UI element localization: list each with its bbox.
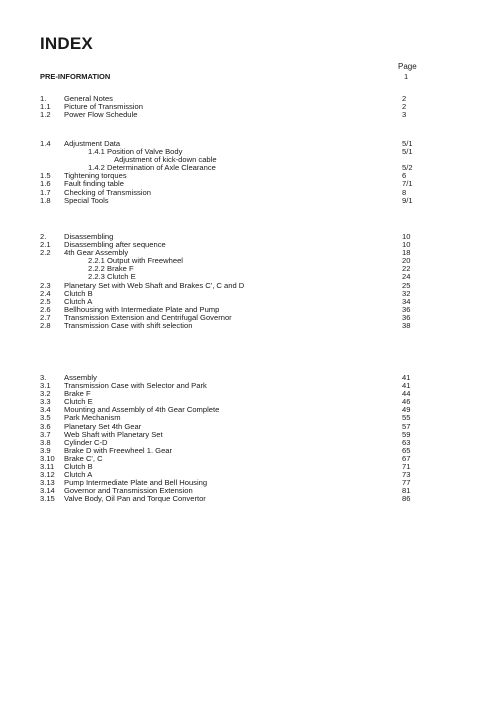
toc-page-number: 9/1 bbox=[402, 195, 413, 205]
toc-page-number: 38 bbox=[402, 321, 411, 331]
toc-group bbox=[40, 374, 420, 504]
toc-entry-title: Mounting and Assembly of 4th Gear Complete bbox=[64, 405, 220, 415]
toc-section-number: 3.14 bbox=[40, 486, 55, 496]
toc-section-number: 3.5 bbox=[40, 413, 51, 423]
toc-section-number: 1.4 bbox=[40, 139, 51, 148]
toc-entry-title: Brake D with Freewheel 1. Gear bbox=[64, 445, 173, 455]
toc-page-number: 77 bbox=[402, 478, 411, 488]
toc-section-number: 2.3 bbox=[40, 280, 51, 290]
toc-entry-title: Clutch B bbox=[64, 462, 93, 472]
toc-page-number: 6 bbox=[402, 171, 407, 181]
toc-section-number: 3.1 bbox=[40, 381, 51, 391]
toc-entry-title: Transmission Case with Selector and Park bbox=[64, 381, 207, 391]
toc-section-number: 3.9 bbox=[40, 445, 51, 455]
toc-page-number: 55 bbox=[402, 413, 411, 423]
toc-row bbox=[40, 455, 420, 463]
toc-row bbox=[40, 282, 420, 290]
toc-entry-title: Clutch A bbox=[64, 296, 93, 306]
toc-entry-title: General Notes bbox=[64, 94, 113, 103]
toc-section-number: 1.6 bbox=[40, 179, 51, 189]
toc-section-number: 2.7 bbox=[40, 312, 51, 322]
toc-section-number: 3.6 bbox=[40, 421, 51, 431]
toc-row bbox=[40, 390, 420, 398]
toc-page-number: 25 bbox=[402, 280, 411, 290]
toc-entry-title: 1.4.2 Determination of Axle Clearance bbox=[88, 163, 216, 173]
toc-section-number: 3.4 bbox=[40, 405, 51, 415]
toc-entry-title: Clutch A bbox=[64, 470, 93, 480]
toc-page-number: 22 bbox=[402, 264, 411, 274]
toc-row bbox=[40, 111, 420, 119]
toc-page-number: 36 bbox=[402, 304, 411, 314]
toc-section-number: 2.6 bbox=[40, 304, 51, 314]
toc-page-number: 18 bbox=[402, 248, 411, 258]
toc-section-number: 1.1 bbox=[40, 102, 51, 112]
toc-entry-title: Park Mechanism bbox=[64, 413, 121, 423]
pre-information-row bbox=[40, 72, 420, 82]
toc-entry-title: 4th Gear Assembly bbox=[64, 248, 129, 258]
toc-page-number: 8 bbox=[402, 187, 407, 197]
toc-entry-title: Valve Body, Oil Pan and Torque Convertor bbox=[64, 494, 206, 504]
toc-entry-title: Power Flow Schedule bbox=[64, 110, 138, 120]
toc-group bbox=[40, 95, 420, 119]
toc-page-number: 34 bbox=[402, 296, 411, 306]
toc-page-number: 24 bbox=[402, 272, 411, 282]
toc-page-number: 10 bbox=[402, 240, 411, 250]
toc-entry-title: Disassembling bbox=[64, 232, 114, 241]
toc-page-number: 2 bbox=[402, 94, 407, 103]
toc-row bbox=[40, 322, 420, 330]
toc-entry-title: Bellhousing with Intermediate Plate and Pump bbox=[64, 304, 220, 314]
toc-entry-title: Brake C', C bbox=[64, 453, 103, 463]
toc-page-number: 20 bbox=[402, 256, 411, 266]
toc-entry-title: Special Tools bbox=[64, 195, 109, 205]
toc-section-number: 3.10 bbox=[40, 453, 55, 463]
toc-section-number: 1.7 bbox=[40, 187, 51, 197]
toc-entry-title: Transmission Case with shift selection bbox=[64, 321, 193, 331]
pre-information-page: 1 bbox=[404, 72, 409, 81]
toc-page-number: 5/1 bbox=[402, 147, 413, 157]
toc-row bbox=[40, 290, 420, 298]
page-column-label: Page bbox=[398, 62, 417, 71]
toc-row bbox=[40, 382, 420, 390]
toc-page-number: 5/1 bbox=[402, 139, 413, 148]
toc-entry-title: Adjustment of kick-down cable bbox=[114, 155, 217, 165]
toc-section-number: 2.4 bbox=[40, 288, 51, 298]
pre-information-label: PRE-INFORMATION bbox=[40, 72, 111, 81]
toc-page-number: 41 bbox=[402, 381, 411, 391]
toc-section-number: 2.1 bbox=[40, 240, 51, 250]
toc-section-number: 3.3 bbox=[40, 397, 51, 407]
toc-section-number: 3.2 bbox=[40, 389, 51, 399]
toc-page-number: 59 bbox=[402, 429, 411, 439]
toc-entry-title: Transmission Extension and Centrifugal Governor bbox=[64, 312, 232, 322]
toc-section-number: 3.12 bbox=[40, 470, 55, 480]
toc-page-number: 32 bbox=[402, 288, 411, 298]
toc-row bbox=[40, 495, 420, 503]
toc-entry-title: Disassembling after sequence bbox=[64, 240, 166, 250]
toc-page-number: 67 bbox=[402, 453, 411, 463]
toc-section-number: 3. bbox=[40, 373, 47, 382]
toc-section-number: 3.13 bbox=[40, 478, 55, 488]
toc-group bbox=[40, 233, 420, 330]
toc-page-number: 46 bbox=[402, 397, 411, 407]
toc-page-number: 44 bbox=[402, 389, 411, 399]
toc-page-number: 65 bbox=[402, 445, 411, 455]
toc-row bbox=[40, 197, 420, 205]
toc-section-number: 3.7 bbox=[40, 429, 51, 439]
toc-entry-title: Web Shaft with Planetary Set bbox=[64, 429, 163, 439]
toc-section-number: 1.8 bbox=[40, 195, 51, 205]
toc-row bbox=[40, 148, 420, 156]
toc-entry-title: Clutch E bbox=[64, 397, 93, 407]
toc-entry-title: Planetary Set 4th Gear bbox=[64, 421, 142, 431]
page-title: INDEX bbox=[40, 34, 93, 53]
toc-page-number: 49 bbox=[402, 405, 411, 415]
toc-entry-title: 1.4.1 Position of Valve Body bbox=[88, 147, 183, 157]
toc-section-number: 2.8 bbox=[40, 321, 51, 331]
toc-entry-title: Tightening torques bbox=[64, 171, 127, 181]
toc-entry-title: Checking of Transmission bbox=[64, 187, 151, 197]
toc-entry-title: Clutch B bbox=[64, 288, 93, 298]
toc-page-number: 10 bbox=[402, 232, 411, 241]
toc-page-number: 41 bbox=[402, 373, 411, 382]
toc-section-number: 3.15 bbox=[40, 494, 55, 504]
toc-entry-title: Fault finding table bbox=[64, 179, 124, 189]
toc-entry-title: Brake F bbox=[64, 389, 91, 399]
toc-page-number: 2 bbox=[402, 102, 407, 112]
toc-page-number: 57 bbox=[402, 421, 411, 431]
toc-section-number: 3.8 bbox=[40, 437, 51, 447]
toc-entry-title: 2.2.2 Brake F bbox=[88, 264, 134, 274]
toc-page-number: 71 bbox=[402, 462, 411, 472]
toc-section-number: 2.2 bbox=[40, 248, 51, 258]
toc-entry-title: 2.2.1 Output with Freewheel bbox=[88, 256, 183, 266]
toc-section-number: 1. bbox=[40, 94, 47, 103]
toc-group bbox=[40, 140, 420, 205]
toc-page-number: 36 bbox=[402, 312, 411, 322]
toc-row bbox=[40, 463, 420, 471]
toc-page-number: 86 bbox=[402, 494, 411, 504]
toc-entry-title: Governor and Transmission Extension bbox=[64, 486, 193, 496]
toc-page-number: 3 bbox=[402, 110, 407, 120]
toc-section-number: 3.11 bbox=[40, 462, 55, 472]
toc-section-number: 1.2 bbox=[40, 110, 51, 120]
toc-section-number: 1.5 bbox=[40, 171, 51, 181]
toc-page-number: 81 bbox=[402, 486, 411, 496]
toc-page-number: 63 bbox=[402, 437, 411, 447]
toc-entry-title: Assembly bbox=[64, 373, 97, 382]
toc-entry-title: Adjustment Data bbox=[64, 139, 121, 148]
toc-entry-title: Picture of Transmission bbox=[64, 102, 143, 112]
toc-entry-title: Planetary Set with Web Shaft and Brakes C', C and D bbox=[64, 280, 245, 290]
toc-section-number: 2.5 bbox=[40, 296, 51, 306]
toc-page-number: 5/2 bbox=[402, 163, 413, 173]
toc-entry-title: Pump Intermediate Plate and Bell Housing bbox=[64, 478, 208, 488]
toc-entry-title: 2.2.3 Clutch E bbox=[88, 272, 136, 282]
toc-section-number: 2. bbox=[40, 232, 47, 241]
toc-page-number: 73 bbox=[402, 470, 411, 480]
toc-page-number: 7/1 bbox=[402, 179, 413, 189]
toc-entry-title: Cylinder C-D bbox=[64, 437, 108, 447]
